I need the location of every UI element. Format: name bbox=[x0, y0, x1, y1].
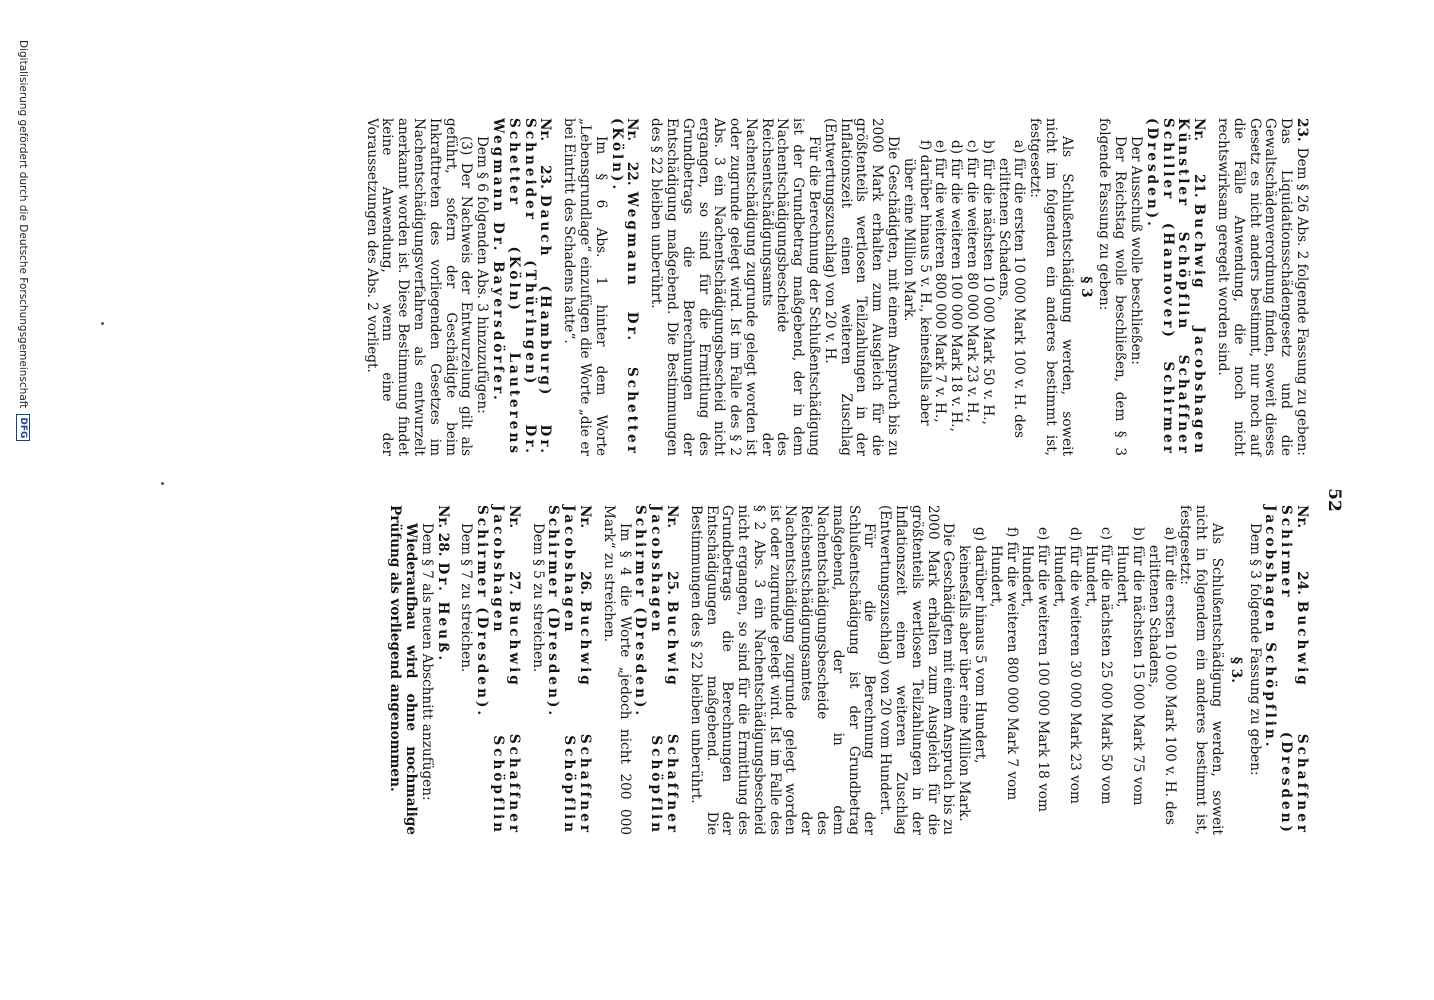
item-nr-26 bbox=[529, 505, 592, 835]
left-column bbox=[355, 118, 1309, 456]
list-item: e) für die weiteren 800 000 Mark 7 v. H., bbox=[932, 140, 949, 423]
list-item: d) für die weiteren 100 000 Mark 18 v. H., bbox=[948, 140, 965, 432]
list-item: g) darüber hinaus 5 vom Hundert, keinesfalls aber über eine Million Mark. bbox=[956, 527, 989, 822]
list-item: a) für die ersten 10 000 Mark 100 v. H. des erlittenen Schadens, bbox=[1145, 527, 1178, 826]
proposer-names: Dauch (Hamburg) Dr. Schneider (Thüringen) Dr. Schetter (Köln) Lauterens Wegmann Dr. Bayersdörfer. bbox=[489, 118, 554, 456]
list-item: b) für die nächsten 15 000 Mark 75 vom Hundert, bbox=[1114, 527, 1147, 806]
paragraph: Dem § 7 als neuen Abschnitt anzufügen: bbox=[418, 523, 435, 801]
item-nr-27 bbox=[458, 505, 521, 835]
item-number: Nr. 23. bbox=[537, 118, 554, 189]
list-item: f) für die weiteren 800 000 Mark 7 vom Hundert, bbox=[987, 527, 1020, 801]
list-item: f) darüber hinaus 5 v. H., keinesfalls aber über eine Million Mark. bbox=[900, 140, 933, 426]
paragraph: Dem § 5 zu streichen. bbox=[529, 523, 546, 673]
item-number: Nr. 28. bbox=[434, 505, 451, 557]
item-number: 23. bbox=[1294, 118, 1310, 142]
proposer-names: Wegmann Dr. Schetter (Köln). bbox=[608, 118, 641, 456]
item-nr-22 bbox=[560, 118, 639, 456]
paragraph: Dem § 7 zu streichen. bbox=[458, 523, 475, 673]
digitization-credit bbox=[16, 40, 30, 960]
list-item: d) für die weiteren 30 000 Mark 23 vom Hundert, bbox=[1051, 527, 1083, 804]
section-heading: § 3 bbox=[1077, 276, 1094, 298]
proposer-names: Buchwig Schaffner Jacobshagen Schöpflin Schirmer (Dresden). bbox=[632, 505, 680, 835]
item-nr-28 bbox=[386, 505, 449, 835]
proposer-names: Buchwig Jacobshagen Künstler Schöpflin Schaffner Schiller (Hannover) Schirmer (Dresden). bbox=[1143, 118, 1208, 456]
item-23 bbox=[1214, 118, 1309, 456]
item-number: Nr. 22. bbox=[624, 118, 641, 186]
item-nr-25 bbox=[600, 505, 679, 835]
paragraph: Der Reichstag wolle beschließen, dem § 3 folgende Fassung zu geben: bbox=[1096, 118, 1129, 456]
scan-speck bbox=[101, 322, 104, 325]
proposer-names: Dr. Heuß. bbox=[434, 562, 451, 664]
item-text: Dem § 26 Abs. 2 folgende Fassung zu geben: Das Liquidationsschädengesetz und die Gewaltschädenverordnung finden, soweit dieses Gesetz es nicht anders bestimmt, nur noch auf die Fälle Anwendung, die noch nicht rechtswirksam geregelt worden sind. bbox=[1215, 118, 1310, 456]
dfg-logo: DFG bbox=[16, 414, 30, 441]
list-item: c) für die nächsten 25 000 Mark 50 vom Hundert, bbox=[1082, 527, 1115, 805]
item-number: Nr. 21. bbox=[1191, 118, 1208, 198]
paragraph: Der Ausschuß wolle beschließen: bbox=[1128, 136, 1145, 365]
rate-list bbox=[955, 505, 1176, 835]
item-number: Nr. 26. bbox=[576, 505, 593, 595]
paragraph: Für die Berechnung der Schlußentschädigung ist der Grundbetrag maßgebend, der in dem Nachentschädigungsbescheide des Reichsentschädigungsamtes der Nachentschädigung zugrunde gelegt worden ist oder zugrunde gelegt wird. Ist im Falle des § 2 Abs. 3 ein Nachentschädigungsbescheid nicht ergangen, so sind für die Ermittlung des Grundbetrags die Berechnungen der Entschädigungen maßgebend. Die Bestimmungen des § 22 bleiben unberührt. bbox=[687, 505, 878, 835]
paragraph: Dem § 3 folgende Fassung zu geben: bbox=[1246, 523, 1263, 776]
item-number: Nr. 27. bbox=[505, 505, 522, 595]
paragraph: Für die Berechnung der Schlußentschädigung ist der Grundbetrag maßgebend, der in dem Nachentschädigungsbescheide des Reichsentschädigungsamts der Nachentschädigung zugrunde gelegt worden ist oder zugrunde gelegt wird. Ist im Falle des § 2 Abs. 3 ein Nachentschädigungsbescheid nicht ergangen, so sind für die Ermittlung des Grundbetrags die Berechnungen der Entschädigung maßgebend. Die Bestimmungen des § 22 bleiben unberührt. bbox=[648, 118, 823, 456]
page-number: 52 bbox=[1324, 488, 1344, 512]
paragraph: Wiederaufbau wird ohne nochmalige Prüfung als vorliegend angenommen. bbox=[387, 505, 419, 835]
paragraph: Als Schlußentschädigung werden, soweit nicht in folgendem ein anderes bestimmt ist, festgesetzt: bbox=[1177, 505, 1226, 835]
item-nr-21 bbox=[647, 118, 1206, 456]
list-item: b) für die nächsten 10 000 Mark 50 v. H., bbox=[979, 140, 996, 425]
paragraph: Dem § 6 folgenden Abs. 3 hinzuzufügen: bbox=[474, 136, 491, 414]
scan-speck bbox=[161, 482, 164, 485]
item-nr-23 bbox=[363, 118, 553, 456]
item-nr-24 bbox=[687, 505, 1309, 835]
list-item: a) für die ersten 10 000 Mark 100 v. H. des erlittenen Schadens, bbox=[995, 140, 1028, 439]
paragraph: Im § 6 Abs. 1 hinter dem Worte „Lebensgrundlage“ einzufügen die Worte „die er bei Eintritt des Schadens hatte“. bbox=[561, 118, 609, 456]
item-number: Nr. 25. bbox=[663, 505, 680, 595]
paragraph: Als Schlußentschädigung werden, soweit nicht im folgenden ein anderes bestimmt ist, festgesetzt: bbox=[1027, 118, 1075, 456]
list-item: e) für die weiteren 100 000 Mark 18 vom Hundert, bbox=[1019, 527, 1052, 812]
section-heading: § 3. bbox=[1227, 656, 1244, 684]
proposer-names: Buchwig Schaffner Jacobshagen Schöpflin Schirmer (Dresden). bbox=[474, 505, 522, 835]
item-number: Nr. 24. bbox=[1294, 505, 1310, 595]
paragraph: Die Geschädigten mit einem Anspruch bis zu 2000 Mark erhalten zum Ausgleich für die größtenteils wertlosen Teilzahlungen in der Inflationszeit einen weiteren Zuschlag (Entwertungszuschlag) von 20 vom Hundert. bbox=[877, 505, 957, 835]
proposer-names: Buchwig Schaffner Jacobshagen Schöpflin Schirmer (Dresden). bbox=[545, 505, 593, 835]
paragraph: Im § 4 die Worte „jedoch nicht 200 000 Mark“ zu streichen. bbox=[600, 505, 633, 835]
paragraph: (3) Der Nachweis der Entwurzelung gilt als geführt, sofern der Geschädigte beim Inkrafttreten des vorliegenden Gesetzes im Nachentschädigungsverfahren als entwurzelt anerkannt worden ist. Diese Bestimmung findet keine Anwendung, wenn eine der Voraussetzungen des Abs. 2 vorliegt. bbox=[363, 118, 475, 456]
right-column bbox=[378, 505, 1309, 835]
proposer-names: Buchwig Schaffner Schirmer (Dresden) Jacobshagen Schöpflin. bbox=[1262, 505, 1310, 835]
paragraph: Die Geschädigten, mit einem Anspruch bis zu 2000 Mark erhalten zum Ausgleich für die größtenteils wertlosen Teilzahlungen in der Inflationszeit einen weiteren Zuschlag (Entwertungszuschlag) von 20 v. H. bbox=[821, 118, 902, 456]
credit-text: Digitalisierung gefördert durch die Deutsche Forschungsgemeinschaft bbox=[17, 40, 29, 409]
rate-list bbox=[900, 118, 1026, 456]
list-item: c) für die weiteren 80 000 Mark 23 v. H., bbox=[964, 140, 981, 423]
